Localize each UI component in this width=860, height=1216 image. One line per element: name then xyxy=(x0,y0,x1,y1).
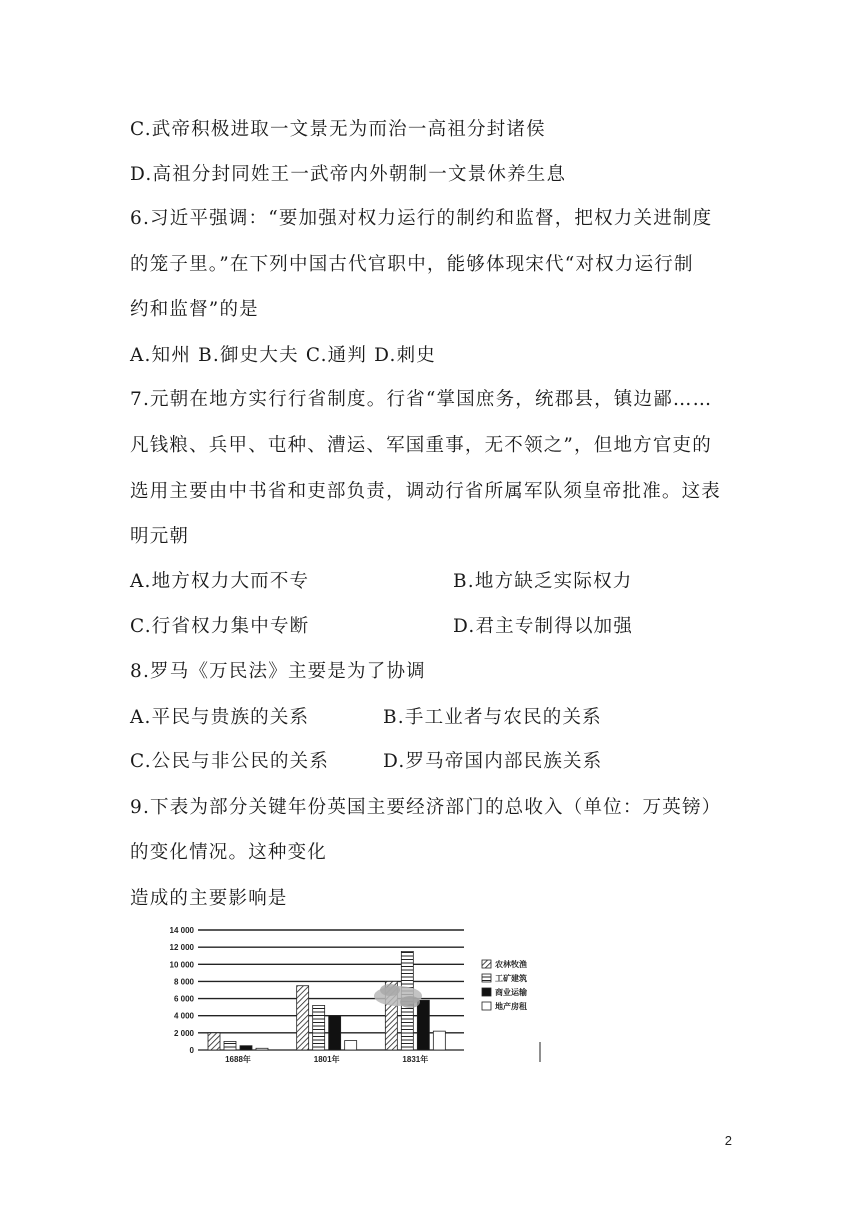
y-tick-label: 6 000 xyxy=(173,994,194,1004)
q9-stem-line3: 造成的主要影响是 xyxy=(130,888,288,909)
x-category-label: 1831年 xyxy=(402,1055,429,1064)
q7-option-b: B.地方缺乏实际权力 xyxy=(453,571,633,592)
bar xyxy=(224,1041,236,1050)
y-tick-label: 10 000 xyxy=(169,960,194,970)
revenue-bar-chart xyxy=(148,920,548,1070)
bar xyxy=(208,1033,220,1050)
q7-stem-line2: 凡钱粮、兵甲、屯种、漕运、军国重事，无不领之”，但地方官吏的 xyxy=(130,435,712,456)
q8-stem: 8.罗马《万民法》主要是为了协调 xyxy=(130,661,426,682)
q7-option-d: D.君主专制得以加强 xyxy=(453,616,634,637)
q6-stem-line1: 6.习近平强调：“要加强对权力运行的制约和监督，把权力关进制度 xyxy=(130,208,713,229)
q7-stem-line1: 7.元朝在地方实行行省制度。行省“掌国庶务，统郡县，镇边鄙…… xyxy=(130,389,713,410)
q9-stem-line1: 9.下表为部分关键年份英国主要经济部门的总收入（单位：万英镑） xyxy=(130,797,722,818)
y-tick-label: 14 000 xyxy=(169,926,194,935)
q5-option-d: D.高祖分封同姓王一武帝内外朝制一文景休养生息 xyxy=(130,164,567,185)
q9-stem-line2: 的变化情况。这种变化 xyxy=(130,842,328,863)
q8-option-d: D.罗马帝国内部民族关系 xyxy=(383,751,603,772)
legend-swatch xyxy=(482,988,491,996)
bar xyxy=(345,1041,357,1050)
bar xyxy=(433,1031,445,1050)
y-tick-label: 0 xyxy=(189,1046,194,1055)
q7-stem-line4: 明元朝 xyxy=(130,526,190,547)
y-tick-label: 2 000 xyxy=(173,1028,194,1038)
q6-options: A.知州 B.御史大夫 C.通判 D.刺史 xyxy=(130,345,436,366)
q8-option-c: C.公民与非公民的关系 xyxy=(130,751,330,772)
y-tick-label: 8 000 xyxy=(173,977,194,987)
q6-stem-line3: 约和监督”的是 xyxy=(130,299,259,320)
x-category-label: 1688年 xyxy=(225,1055,251,1064)
q8-option-a: A.平民与贵族的关系 xyxy=(130,707,310,728)
legend-label: 商业运输 xyxy=(495,988,527,997)
legend-label: 地产房租 xyxy=(495,1002,527,1011)
bar xyxy=(329,1016,341,1050)
x-category-label: 1801年 xyxy=(313,1055,340,1064)
bar xyxy=(313,1005,325,1050)
chart-smudge xyxy=(374,984,422,1008)
q5-option-c: C.武帝积极进取一文景无为而治一高祖分封诸侯 xyxy=(130,119,546,140)
bar xyxy=(256,1048,268,1050)
bar xyxy=(297,986,309,1050)
bar xyxy=(240,1046,252,1050)
y-tick-label: 4 000 xyxy=(173,1011,194,1021)
q7-option-c: C.行省权力集中专断 xyxy=(130,616,310,637)
legend-swatch xyxy=(482,974,491,982)
q8-option-b: B.手工业者与农民的关系 xyxy=(383,707,602,728)
legend-swatch xyxy=(482,960,491,968)
legend-label: 农林牧渔 xyxy=(495,960,527,969)
q7-option-a: A.地方权力大而不专 xyxy=(130,571,310,592)
page-number: 2 xyxy=(724,1133,732,1148)
bar xyxy=(417,1000,429,1050)
q7-stem-line3: 选用主要由中书省和吏部负责，调动行省所属军队须皇帝批准。这表 xyxy=(130,481,722,502)
legend-label: 工矿建筑 xyxy=(495,974,527,983)
q6-stem-line2: 的笼子里。”在下列中国古代官职中，能够体现宋代“对权力运行制 xyxy=(130,254,694,275)
y-tick-label: 12 000 xyxy=(169,943,194,953)
legend-swatch xyxy=(482,1002,491,1010)
